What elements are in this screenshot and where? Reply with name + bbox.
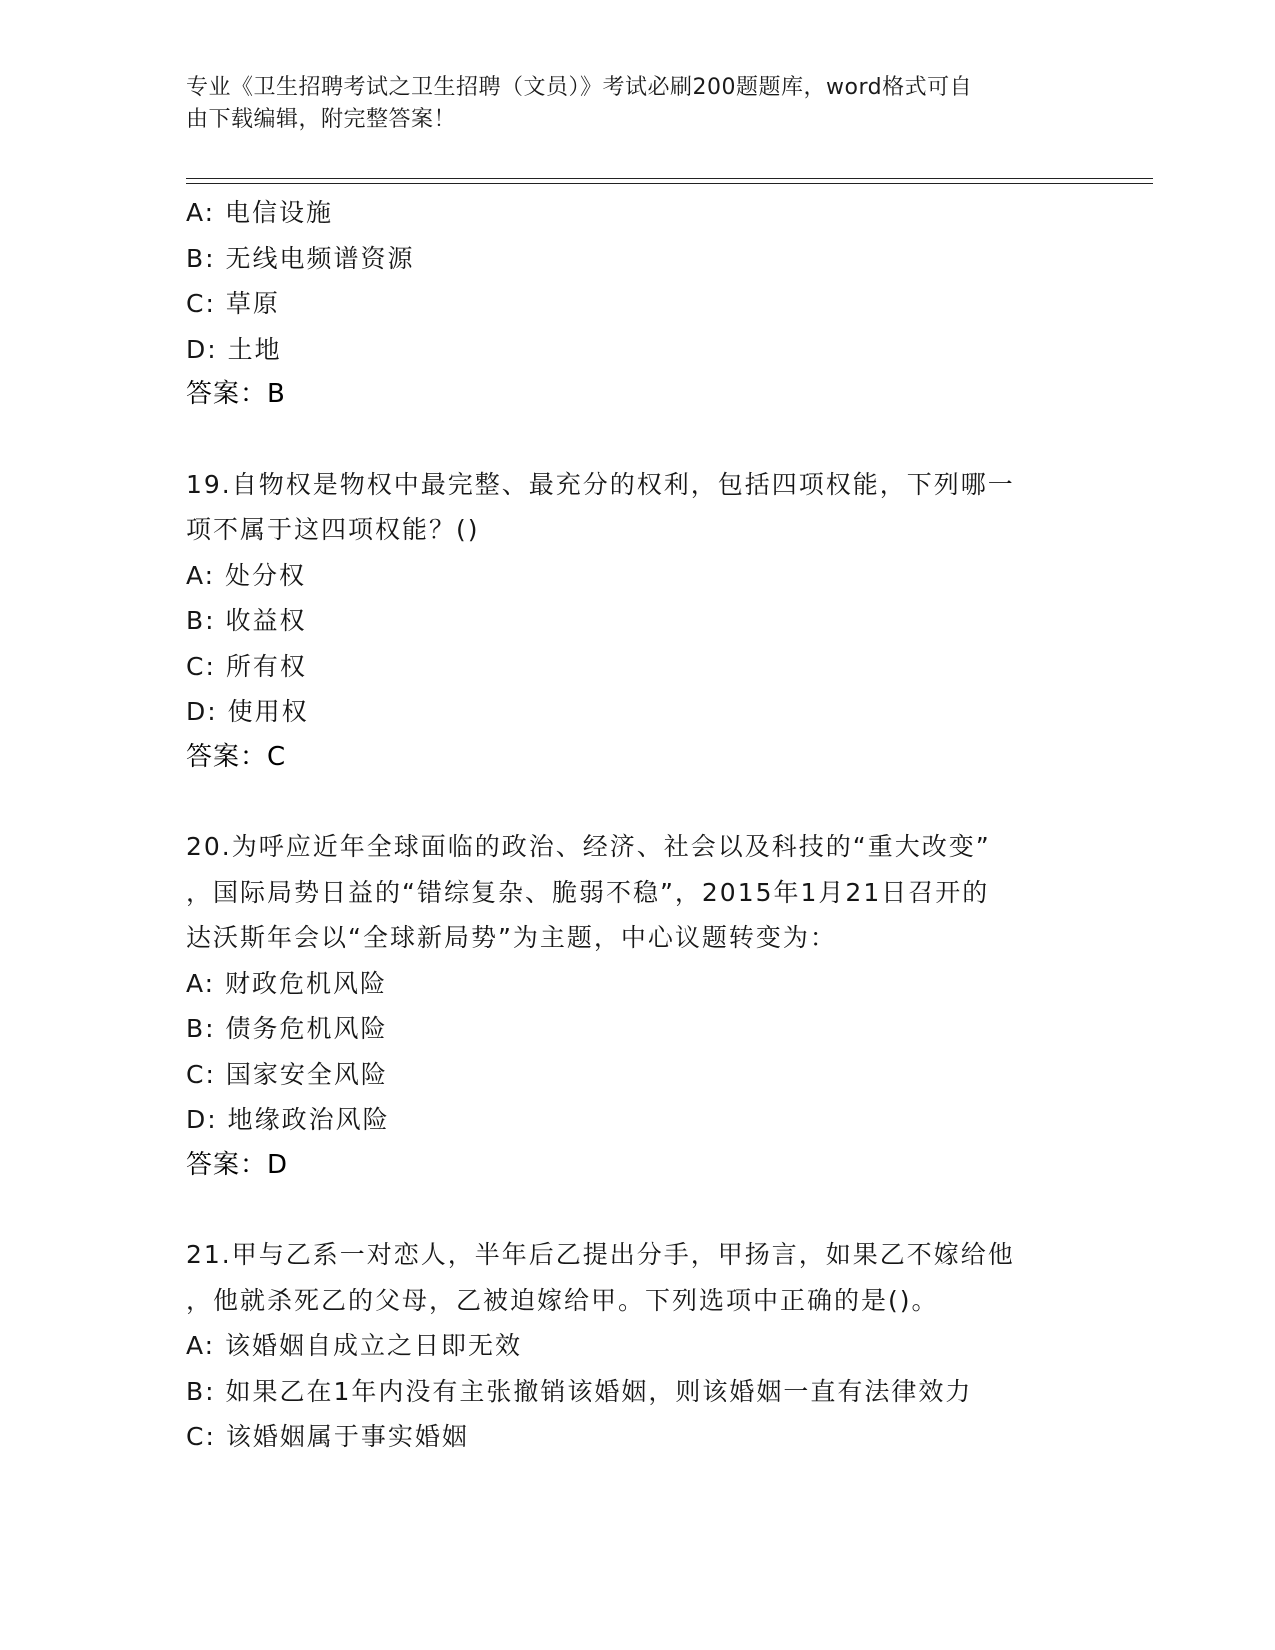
option-c: C: 该婚姻属于事实婚姻 [186, 1422, 469, 1451]
option-b: B: 无线电频谱资源 [186, 243, 415, 273]
question-stem-line: 达沃斯年会以“全球新局势”为主题，中心议题转变为： [186, 923, 837, 952]
header-line-2: 由下载编辑，附完整答案！ [186, 107, 457, 132]
option-c: C: 所有权 [186, 651, 307, 681]
question-stem-line: 项不属于这四项权能？() [186, 515, 480, 544]
option-d: D: 土地 [186, 334, 282, 364]
answer: 答案：C [186, 741, 287, 772]
option-a: A: 该婚姻自成立之日即无效 [186, 1331, 523, 1360]
question-18 [186, 190, 1086, 418]
header-rule-top [186, 178, 1153, 179]
question-stem-line: ，国际局势日益的“错综复杂、脆弱不稳”，2015年1月21日召开的 [186, 877, 990, 907]
option-d: D: 使用权 [186, 697, 309, 726]
option-b: B: 如果乙在1年内没有主张撤销该婚姻，则该婚姻一直有法律效力 [186, 1376, 973, 1406]
question-stem-line: 19.自物权是物权中最完整、最充分的权利，包括四项权能，下列哪一 [186, 469, 1015, 499]
option-b: B: 债务危机风险 [186, 1014, 388, 1043]
answer: 答案：B [186, 379, 286, 409]
option-a: A: 财政危机风险 [186, 968, 388, 998]
option-c: C: 国家安全风险 [186, 1059, 388, 1089]
option-b: B: 收益权 [186, 606, 307, 635]
question-20 [186, 824, 1086, 1188]
header-rule-bottom [186, 183, 1153, 184]
question-stem-line: 20.为呼应近年全球面临的政治、经济、社会以及科技的“重大改变” [186, 832, 991, 861]
option-a: A: 电信设施 [186, 198, 334, 227]
question-stem-line: ，他就杀死乙的父母，乙被迫嫁给甲。下列选项中正确的是()。 [186, 1285, 939, 1315]
header-line-1: 专业《卫生招聘考试之卫生招聘（文员）》考试必刷200题题库，word格式可自 [186, 75, 973, 100]
answer: 答案：D [186, 1149, 289, 1180]
option-d: D: 地缘政治风险 [186, 1105, 390, 1134]
document-header [186, 72, 1086, 136]
question-list [186, 190, 1086, 1460]
question-21 [186, 1232, 1086, 1460]
question-stem-line: 21.甲与乙系一对恋人，半年后乙提出分手，甲扬言，如果乙不嫁给他 [186, 1240, 1015, 1269]
option-a: A: 处分权 [186, 560, 307, 590]
option-c: C: 草原 [186, 289, 280, 318]
question-19 [186, 462, 1086, 781]
